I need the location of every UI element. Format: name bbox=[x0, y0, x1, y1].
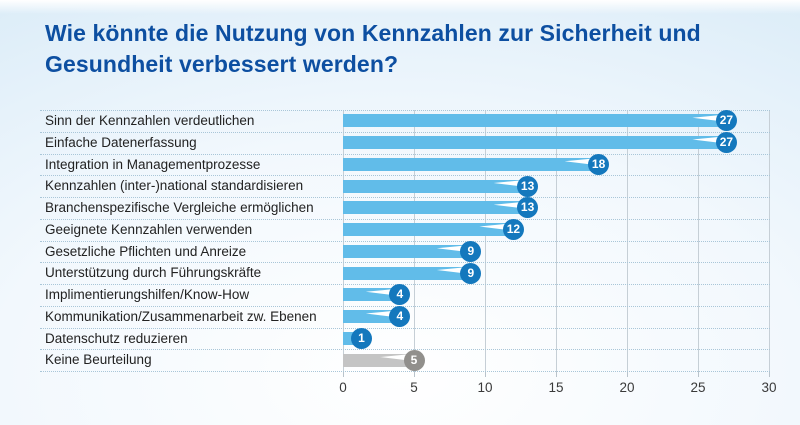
bar-blue bbox=[343, 245, 471, 258]
x-axis-tick-label: 25 bbox=[690, 380, 706, 395]
category-label: Einfache Datenerfassung bbox=[45, 134, 197, 150]
category-label: Kennzahlen (inter-)national standardisieren bbox=[45, 178, 304, 194]
value-badge: 13 bbox=[517, 197, 538, 218]
bar-blue bbox=[343, 267, 471, 280]
category-label: Unterstützung durch Führungskräfte bbox=[45, 265, 262, 281]
category-label: Integration in Managementprozesse bbox=[45, 156, 261, 172]
category-label: Implimentierungshilfen/Know-How bbox=[45, 287, 250, 302]
x-axis-tick-label: 20 bbox=[619, 380, 635, 395]
value-badge: 4 bbox=[389, 306, 410, 327]
category-label: Keine Beurteilung bbox=[45, 352, 152, 368]
bar-blue bbox=[343, 180, 528, 193]
value-badge: 9 bbox=[460, 263, 481, 284]
value-badge: 27 bbox=[716, 110, 737, 131]
value-badge: 5 bbox=[404, 350, 425, 371]
bar-blue bbox=[343, 201, 528, 214]
value-badge: 9 bbox=[460, 241, 481, 262]
category-label: Datenschutz reduzieren bbox=[45, 330, 188, 346]
value-badge: 4 bbox=[389, 284, 410, 305]
bar-chart bbox=[40, 110, 777, 410]
bar-blue bbox=[343, 223, 513, 236]
category-label: Branchenspezifische Vergleiche ermöglichen bbox=[45, 200, 314, 215]
top-glow-decoration bbox=[0, 0, 800, 14]
x-axis-tick-label: 10 bbox=[477, 380, 493, 395]
row-separator bbox=[40, 371, 770, 372]
chart-title: Wie könnte die Nutzung von Kennzahlen zur Sicherheit und Gesundheit verbessert werden? bbox=[45, 20, 701, 77]
bar-blue bbox=[343, 136, 726, 149]
category-label: Geeignete Kennzahlen verwenden bbox=[45, 221, 253, 237]
x-axis-tick-label: 5 bbox=[410, 380, 418, 395]
category-label: Kommunikation/Zusammenarbeit zw. Ebenen bbox=[45, 308, 317, 324]
value-badge: 18 bbox=[588, 154, 609, 175]
category-label: Gesetzliche Pflichten und Anreize bbox=[45, 243, 247, 259]
bar-blue bbox=[343, 114, 726, 127]
value-badge: 12 bbox=[503, 219, 524, 240]
x-axis-tick-label: 0 bbox=[339, 380, 347, 395]
category-label: Sinn der Kennzahlen verdeutlichen bbox=[45, 113, 255, 128]
x-axis-tick-label: 30 bbox=[761, 380, 777, 395]
value-badge: 27 bbox=[716, 132, 737, 153]
bar-blue bbox=[343, 158, 599, 171]
x-axis-tick-label: 15 bbox=[548, 380, 564, 395]
value-badge: 1 bbox=[351, 328, 372, 349]
value-badge: 13 bbox=[517, 176, 538, 197]
